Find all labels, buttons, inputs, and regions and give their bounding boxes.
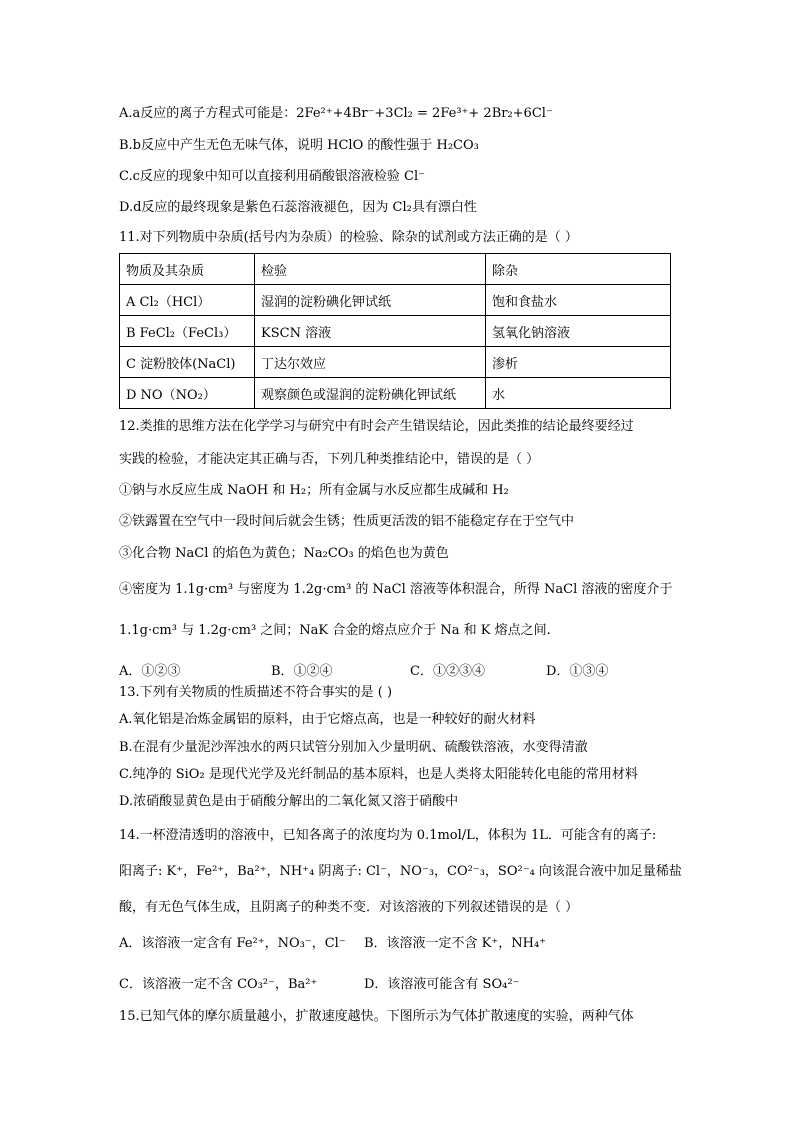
table-cell: 水 [486, 378, 671, 409]
q11-table [119, 253, 671, 409]
q13-option-b: B.在混有少量泥沙浑浊水的两只试管分别加入少量明矾、硫酸铁溶液，水变得清澈 [119, 740, 588, 755]
table-cell: C 淀粉胶体(NaCl) [120, 347, 255, 378]
q13-option-c: C.纯净的 SiO₂ 是现代光学及光纤制品的基本原料，也是人类将太阳能转化电能的常用材料 [119, 767, 638, 782]
q12-option-c: C．①②③④ [410, 664, 485, 679]
q10-option-a: A.a反应的离子方程式可能是：2Fe²⁺+4Br⁻+3Cl₂ = 2Fe³⁺+ 2Br₂+6Cl⁻ [119, 106, 553, 121]
table-header-cell: 物质及其杂质 [120, 254, 255, 285]
q10-option-d: D.d反应的最终现象是紫色石蕊溶液褪色，因为 Cl₂具有漂白性 [119, 200, 477, 215]
table-cell: KSCN 溶液 [255, 316, 486, 347]
q12-statement-4: ④密度为 1.1g·cm³ 与密度为 1.2g·cm³ 的 NaCl 溶液等体积混合，所得 NaCl 溶液的密度介于 [119, 582, 673, 597]
table-row [120, 285, 671, 316]
table-header-cell: 除杂 [486, 254, 671, 285]
table-cell: 丁达尔效应 [255, 347, 486, 378]
q14-option-a: A．该溶液一定含有 Fe²⁺，NO₃⁻，Cl⁻ [119, 936, 346, 951]
table-row [120, 316, 671, 347]
table-cell: A Cl₂（HCl） [120, 285, 255, 316]
q14-stem-line1: 14.一杯澄清透明的溶液中，已知各离子的浓度均为 0.1mol/L，体积为 1L．可能含有的离子: [119, 828, 657, 843]
q12-option-a: A．①②③ [119, 664, 181, 679]
q13-stem: 13.下列有关物质的性质描述不符合事实的是 ( ) [119, 685, 393, 700]
q10-option-c: C.c反应的现象中知可以直接利用硝酸银溶液检验 Cl⁻ [119, 169, 425, 184]
q12-option-d: D．①③④ [546, 664, 609, 679]
table-row [120, 347, 671, 378]
q14-option-d: D．该溶液可能含有 SO₄²⁻ [364, 977, 520, 992]
q12-statement-4-cont: 1.1g·cm³ 与 1.2g·cm³ 之间；NaK 合金的熔点应介于 Na 和 K 熔点之间. [119, 623, 551, 638]
q14-stem-line3: 酸，有无色气体生成，且阴离子的种类不变．对该溶液的下列叙述错误的是（ ） [119, 900, 579, 915]
q13-option-d: D.浓硝酸显黄色是由于硝酸分解出的二氧化氮又溶于硝酸中 [119, 794, 459, 809]
table-cell: 饱和食盐水 [486, 285, 671, 316]
q12-statement-3: ③化合物 NaCl 的焰色为黄色；Na₂CO₃ 的焰色也为黄色 [119, 546, 449, 561]
table-cell: B FeCl₂（FeCl₃） [120, 316, 255, 347]
table-cell: 湿润的淀粉碘化钾试纸 [255, 285, 486, 316]
table-header-row [120, 254, 671, 285]
q13-option-a: A.氧化铝是冶炼金属铝的原料，由于它熔点高，也是一种较好的耐火材料 [119, 712, 536, 727]
q15-stem: 15.已知气体的摩尔质量越小，扩散速度越快。下图所示为气体扩散速度的实验，两种气体 [119, 1009, 634, 1024]
q14-stem-line2: 阳离子: K⁺，Fe²⁺，Ba²⁺，NH⁺₄ 阴离子: Cl⁻，NO⁻₃，CO²⁻₃，SO²⁻₄ 向该混合液中加足量稀盐 [119, 864, 682, 879]
q12-option-b: B．①②④ [271, 664, 333, 679]
table-cell: 氢氧化钠溶液 [486, 316, 671, 347]
table-row [120, 378, 671, 409]
q12-stem-line1: 12.类推的思维方法在化学学习与研究中有时会产生错误结论，因此类推的结论最终要经过 [119, 419, 634, 434]
table-cell: D NO（NO₂） [120, 378, 255, 409]
q14-option-c: C．该溶液一定不含 CO₃²⁻，Ba²⁺ [119, 977, 318, 992]
q10-option-b: B.b反应中产生无色无味气体，说明 HClO 的酸性强于 H₂CO₃ [119, 138, 479, 153]
q11-stem: 11.对下列物质中杂质(括号内为杂质）的检验、除杂的试剂或方法正确的是（ ） [119, 230, 578, 245]
table-header-cell: 检验 [255, 254, 486, 285]
q12-statement-2: ②铁露置在空气中一段时间后就会生锈；性质更活泼的铝不能稳定存在于空气中 [119, 514, 575, 529]
q12-stem-line2: 实践的检验，才能决定其正确与否，下列几种类推结论中，错误的是（ ） [119, 452, 540, 467]
table-cell: 观察颜色或湿润的淀粉碘化钾试纸 [255, 378, 486, 409]
q14-option-b: B．该溶液一定不含 K⁺，NH₄⁺ [364, 936, 547, 951]
table-cell: 渗析 [486, 347, 671, 378]
q12-statement-1: ①钠与水反应生成 NaOH 和 H₂；所有金属与水反应都生成碱和 H₂ [119, 483, 509, 498]
